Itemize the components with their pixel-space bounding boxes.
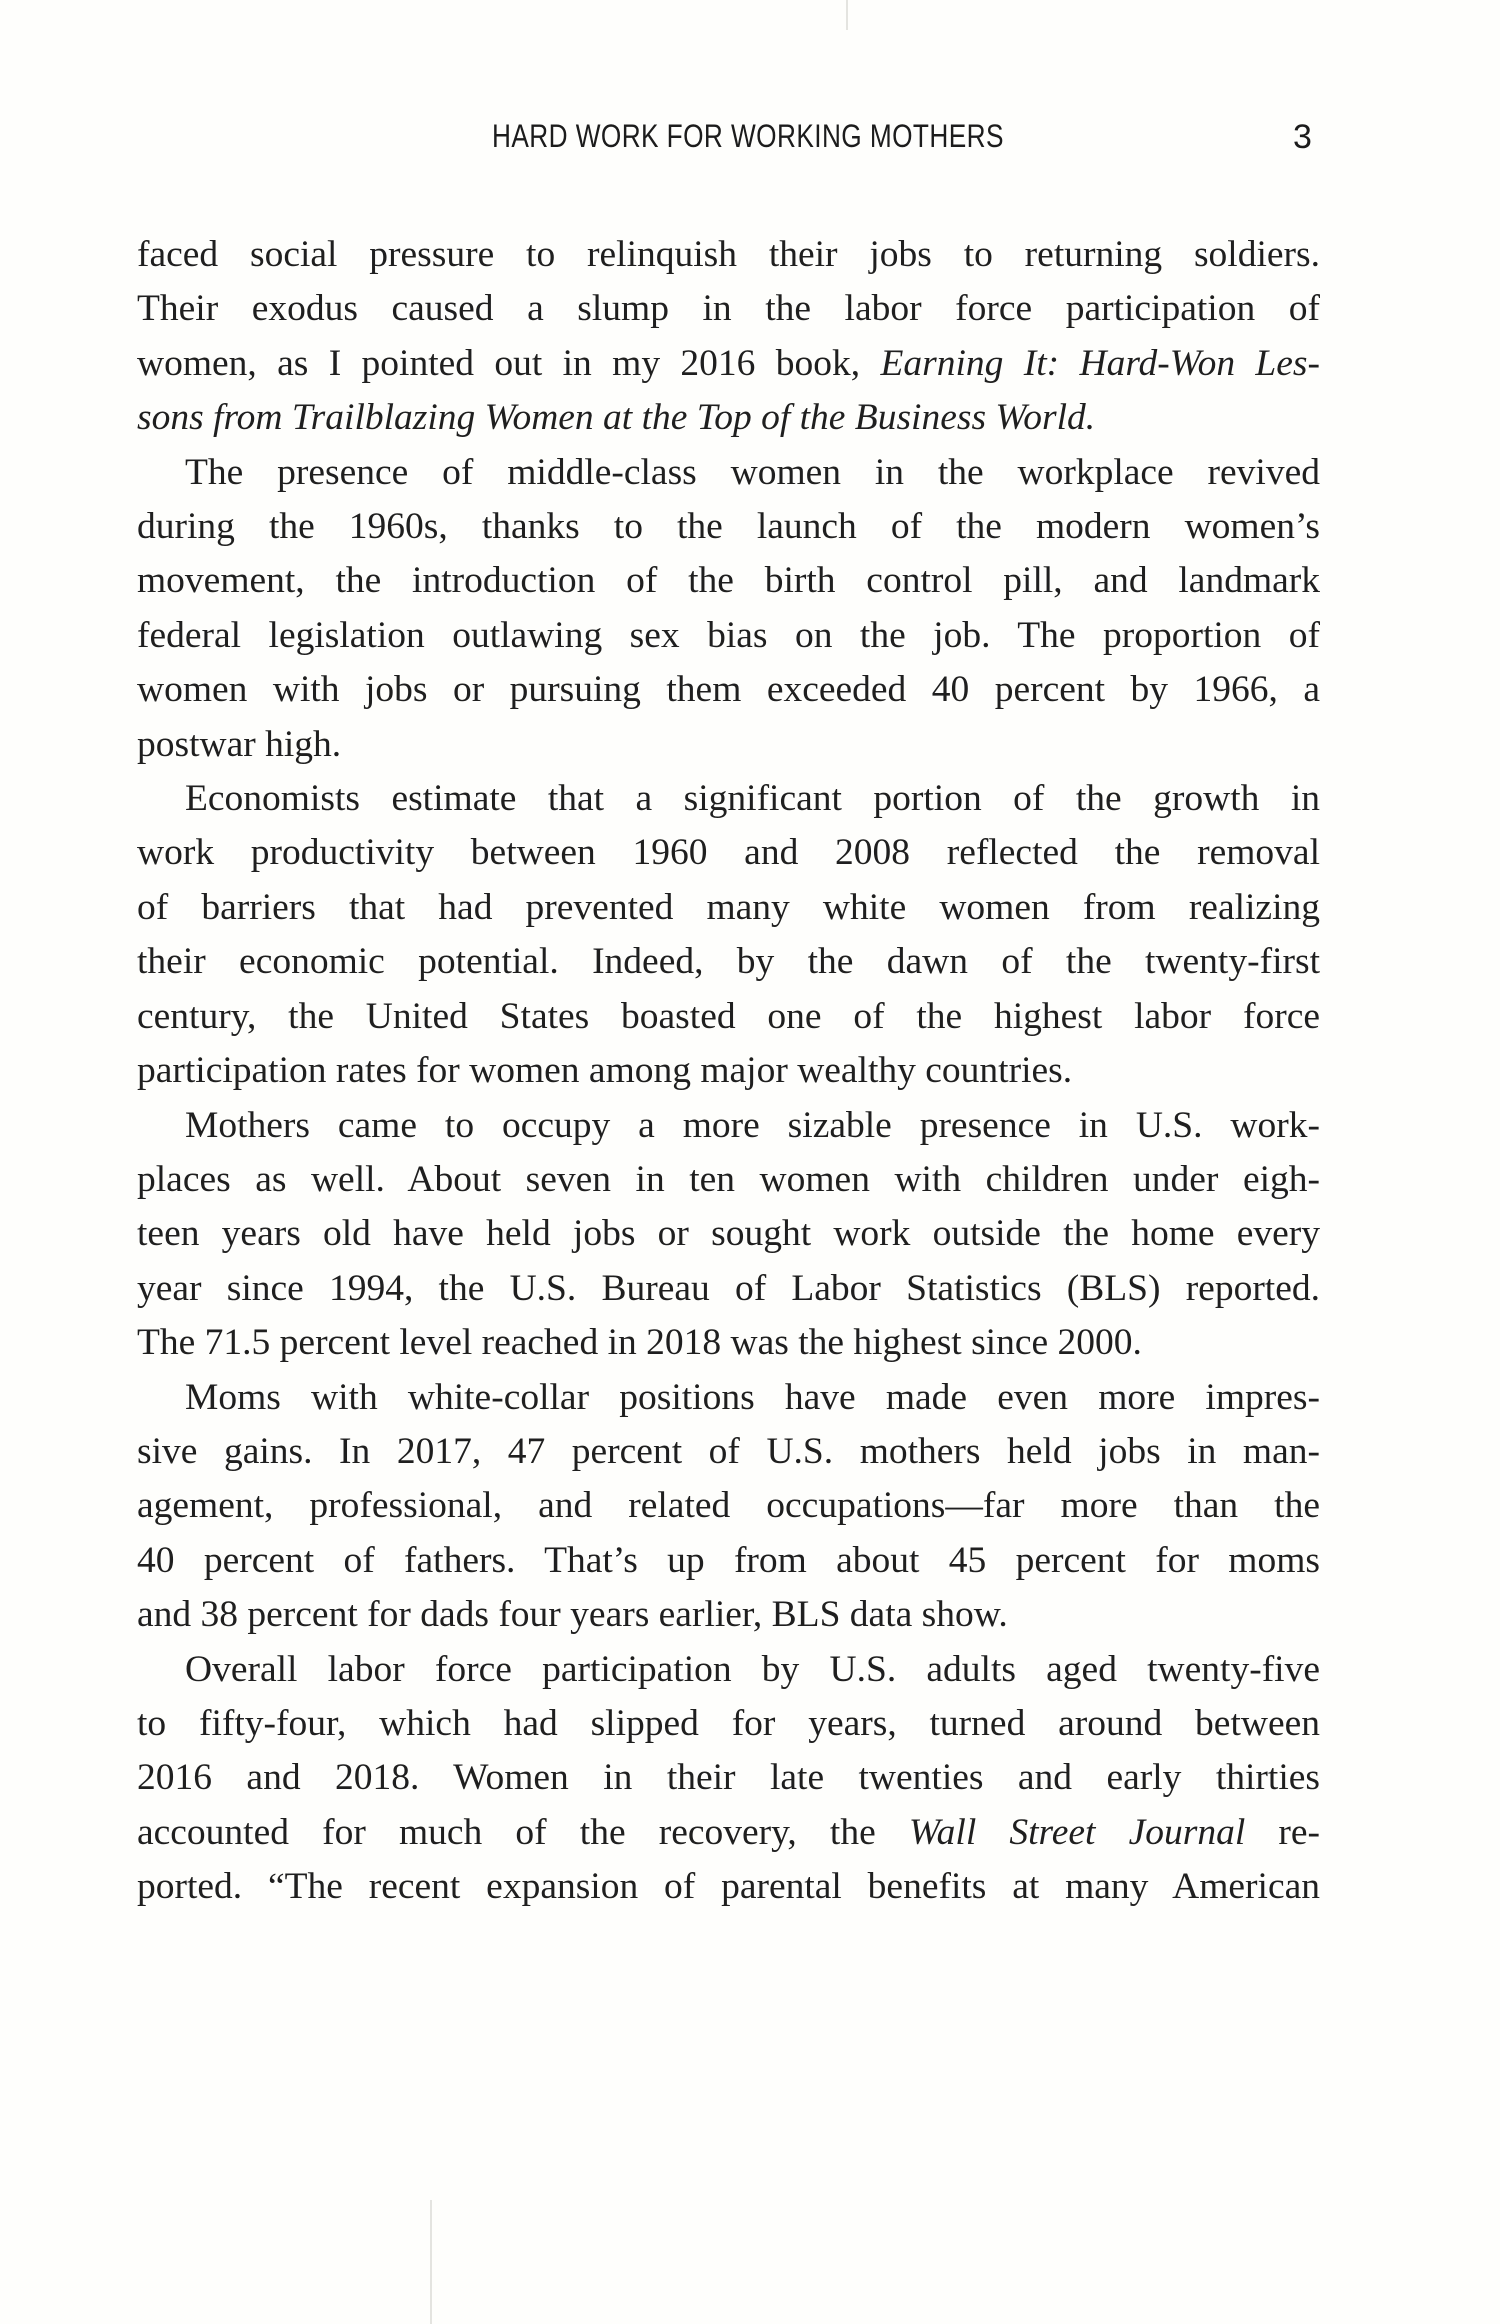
text-line (137, 826, 1320, 880)
text-segment: movement, the introduction of the birth control pill, and landmark (137, 560, 1320, 602)
italic-title: Earning It: Hard-Won Les- (880, 342, 1321, 384)
text-segment: faced social pressure to relinquish their jobs to returning soldiers. (137, 234, 1320, 275)
scan-artifact (846, 0, 848, 30)
paragraph (137, 446, 1320, 772)
text-line (137, 1207, 1320, 1261)
text-segment: federal legislation outlawing sex bias on the job. The proportion of (137, 614, 1320, 656)
text-line (137, 1371, 1320, 1425)
text-segment: Mothers came to occupy a more sizable presence in U.S. work- (185, 1104, 1320, 1146)
text-segment: century, the United States boasted one of the highest labor force (137, 995, 1320, 1037)
text-segment: Their exodus caused a slump in the labor force participation of (137, 288, 1320, 330)
text-line (137, 1860, 1320, 1914)
text-line (137, 1099, 1320, 1153)
text-line (137, 1697, 1320, 1751)
text-line (137, 609, 1320, 663)
text-segment: teen years old have held jobs or sought work outside the home every (137, 1213, 1320, 1255)
text-line (137, 446, 1320, 500)
text-segment: to fifty-four, which had slipped for years, turned around between (137, 1702, 1320, 1744)
text-line (137, 500, 1320, 554)
text-line (137, 1806, 1320, 1860)
paragraph (137, 1643, 1320, 1915)
text-line (137, 1153, 1320, 1207)
body-text (137, 228, 1320, 1915)
text-segment: Moms with white-collar positions have made even more impres- (185, 1376, 1320, 1418)
text-line (137, 772, 1320, 826)
text-line (137, 1262, 1320, 1316)
running-head-title: HARD WORK FOR WORKING MOTHERS (492, 118, 1004, 154)
text-segment: ported. “The recent expansion of parental benefits at many American (137, 1866, 1320, 1908)
text-line (137, 1044, 1320, 1098)
paragraph (137, 1099, 1320, 1371)
text-line (137, 282, 1320, 336)
italic-title: Wall Street Journal (908, 1811, 1246, 1853)
text-segment: women, as I pointed out in my 2016 book, (137, 342, 881, 384)
text-line (137, 391, 1320, 445)
text-segment: postwar high. (137, 723, 342, 765)
text-line (137, 337, 1320, 391)
text-segment: places as well. About seven in ten women with children under eigh- (137, 1158, 1320, 1200)
text-segment: sive gains. In 2017, 47 percent of U.S. mothers held jobs in man- (137, 1430, 1320, 1472)
text-segment: 40 percent of fathers. That’s up from about 45 percent for moms (137, 1539, 1320, 1581)
text-line (137, 990, 1320, 1044)
text-line (137, 1425, 1320, 1479)
text-line (137, 228, 1320, 282)
page-number: 3 (1293, 118, 1312, 156)
text-line (137, 1534, 1320, 1588)
text-line (137, 718, 1320, 772)
paragraph (137, 1371, 1320, 1643)
text-line (137, 663, 1320, 717)
text-segment: Overall labor force participation by U.S. adults aged twenty-five (185, 1648, 1320, 1690)
text-line (137, 935, 1320, 989)
text-segment: year since 1994, the U.S. Bureau of Labor Statistics (BLS) reported. (137, 1267, 1320, 1309)
text-line (137, 1316, 1320, 1370)
text-line (137, 1751, 1320, 1805)
text-segment: re- (1245, 1811, 1320, 1853)
text-segment: agement, professional, and related occupations—far more than the (137, 1485, 1320, 1527)
text-line (137, 1588, 1320, 1642)
text-segment: their economic potential. Indeed, by the dawn of the twenty-first (137, 941, 1320, 983)
text-segment: of barriers that had prevented many white women from realizing (137, 886, 1320, 928)
text-segment: during the 1960s, thanks to the launch of the modern women’s (137, 506, 1320, 548)
text-line (137, 881, 1320, 935)
text-segment: Economists estimate that a significant portion of the growth in (185, 778, 1320, 820)
text-segment: accounted for much of the recovery, the (137, 1811, 909, 1853)
text-segment: and 38 percent for dads four years earlier, BLS data show. (137, 1594, 1008, 1636)
text-line (137, 554, 1320, 608)
italic-title: sons from Trailblazing Women at the Top of the Business World. (137, 397, 1096, 439)
text-segment: participation rates for women among major wealthy countries. (137, 1050, 1073, 1092)
text-line (137, 1643, 1320, 1697)
paragraph (137, 772, 1320, 1098)
text-segment: women with jobs or pursuing them exceeded 40 percent by 1966, a (137, 669, 1320, 711)
paragraph (137, 228, 1320, 446)
scan-artifact (430, 2200, 432, 2324)
text-segment: The 71.5 percent level reached in 2018 was the highest since 2000. (137, 1322, 1142, 1364)
text-segment: 2016 and 2018. Women in their late twenties and early thirties (137, 1757, 1320, 1799)
text-segment: work productivity between 1960 and 2008 reflected the removal (137, 832, 1320, 874)
text-line (137, 1479, 1320, 1533)
text-segment: The presence of middle-class women in the workplace revived (185, 451, 1320, 493)
